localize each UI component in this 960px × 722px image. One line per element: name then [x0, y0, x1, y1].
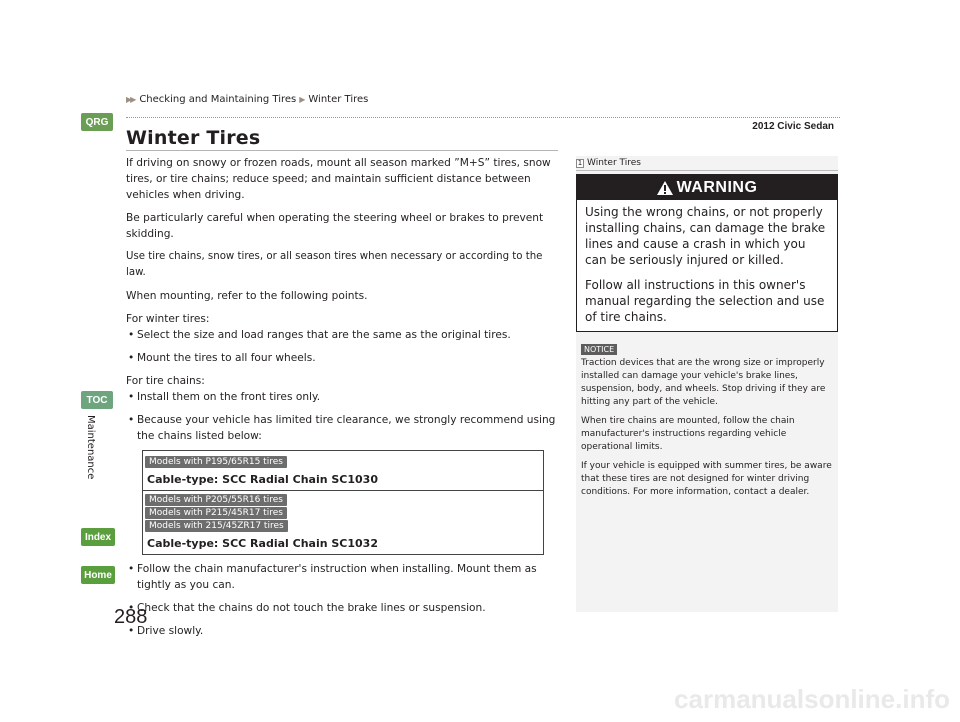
breadcrumb [126, 94, 368, 105]
notice-badge: NOTICE [581, 344, 617, 355]
warning-paragraph: Follow all instructions in this owner's manual regarding the selection and use of tire chains. [585, 278, 825, 324]
chain-table-row [143, 451, 543, 491]
notice-paragraph: Traction devices that are the wrong size or improperly installed can damage your vehicle's brake lines, suspension, body, and wheels. Stop driving if they are hitting any part of the vehicle. [581, 358, 826, 407]
qrg-tab[interactable]: QRG [81, 113, 113, 131]
section-label: Maintenance [85, 415, 96, 480]
intro-paragraph: Use tire chains, snow tires, or all season tires when necessary or according to the law. [126, 251, 543, 278]
side-heading-text: Winter Tires [587, 158, 641, 168]
breadcrumb-item-1[interactable]: Checking and Maintaining Tires [139, 94, 297, 105]
model-badge: Models with P205/55R16 tires [145, 494, 287, 506]
breadcrumb-arrow-icon: ▶ [299, 95, 304, 104]
index-tab[interactable]: Index [81, 528, 115, 546]
warning-label: WARNING [676, 178, 758, 196]
breadcrumb-arrow-icon: ▶▶ [126, 95, 135, 104]
model-badge: Models with P195/65R15 tires [145, 456, 287, 468]
model-badge: Models with P215/45R17 tires [145, 507, 287, 519]
page-number: 288 [114, 606, 148, 628]
intro-paragraph: Be particularly careful when operating the steering wheel or brakes to prevent skidding. [126, 212, 544, 240]
list-item: • Select the size and load ranges that are the same as the original tires. [126, 327, 561, 343]
list-item: • Follow the chain manufacturer's instruction when installing. Mount them as tightly as you can. [126, 561, 561, 593]
chain-name: Cable-type: SCC Radial Chain SC1030 [147, 473, 378, 486]
chain-table [142, 450, 544, 555]
notice-block [576, 344, 834, 505]
side-heading [576, 158, 641, 168]
notice-paragraph: When tire chains are mounted, follow the chain manufacturer's instructions regarding vehicle operational limits. [581, 416, 795, 452]
list-item: • Drive slowly. [126, 623, 561, 639]
warning-paragraph: Using the wrong chains, or not properly installing chains, can damage the brake lines and cause a crash in which you can be seriously injured or killed. [585, 205, 826, 267]
side-panel [576, 156, 838, 612]
list-item: • Check that the chains do not touch the brake lines or suspension. [126, 600, 561, 616]
breadcrumb-item-2[interactable]: Winter Tires [308, 94, 369, 105]
tire-chains-label: For tire chains: [126, 375, 205, 387]
model-badge: Models with 215/45ZR17 tires [145, 520, 288, 532]
warning-icon [657, 181, 673, 195]
winter-tires-label: For winter tires: [126, 313, 210, 325]
page-title: Winter Tires [126, 127, 261, 149]
note-number: 1 [577, 158, 583, 167]
notice-paragraph: If your vehicle is equipped with summer tires, be aware that these tires are not designed for winter driving conditions. For more information, contact a dealer. [581, 461, 832, 497]
model-name: 2012 Civic Sedan [752, 121, 834, 132]
intro-paragraph: If driving on snowy or frozen roads, mount all season marked ”M+S” tires, snow tires, or tire chains; reduce speed; and maintain sufficient distance between vehicles when driving. [126, 157, 551, 201]
header-divider [126, 117, 840, 118]
intro-paragraph: When mounting, refer to the following points. [126, 290, 368, 302]
list-item: • Install them on the front tires only. [126, 389, 561, 405]
home-tab[interactable]: Home [81, 566, 115, 584]
list-item: • Mount the tires to all four wheels. [126, 350, 561, 366]
title-divider [126, 150, 558, 151]
watermark: carmanualsonline.info [674, 684, 950, 714]
toc-tab[interactable]: TOC [81, 391, 113, 409]
warning-header [577, 175, 837, 200]
list-item: • Because your vehicle has limited tire clearance, we strongly recommend using the chains listed below: [126, 412, 561, 444]
warning-text [577, 200, 837, 338]
chain-table-row [143, 491, 543, 554]
side-divider [576, 170, 838, 171]
chain-name: Cable-type: SCC Radial Chain SC1032 [147, 537, 378, 550]
main-content [126, 155, 561, 646]
warning-box [576, 174, 838, 332]
